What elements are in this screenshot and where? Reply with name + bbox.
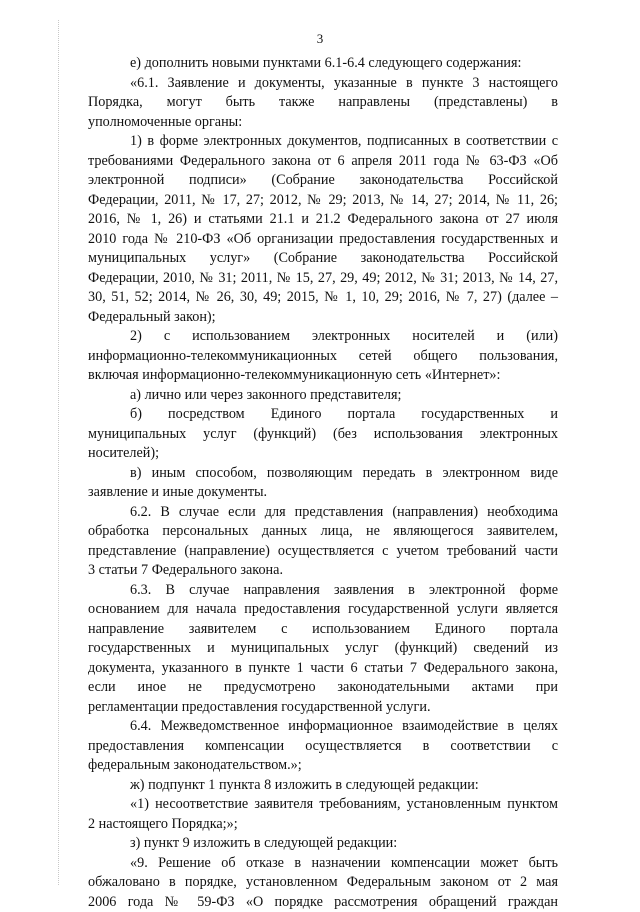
- text-line: ж) подпункт 1 пункта 8 изложить в следующей редакции:: [88, 776, 558, 796]
- text-line: «6.1. Заявление и документы, указанные в пункте 3 настоящего: [88, 74, 558, 94]
- text-line: Федеральный закон);: [88, 308, 558, 328]
- text-line: «9. Решение об отказе в назначении компенсации может быть: [88, 854, 558, 874]
- text-line: регламентации предоставления государственной услуги.: [88, 698, 558, 718]
- text-line: 2006 года № 59-ФЗ «О порядке рассмотрения обращений граждан: [88, 893, 558, 912]
- text-line: 2010 года № 210-ФЗ «Об организации предоставления государственных и: [88, 230, 558, 250]
- text-line: заявление и иные документы.: [88, 483, 558, 503]
- text-line: б) посредством Единого портала государственных и: [88, 405, 558, 425]
- text-line: е) дополнить новыми пунктами 6.1-6.4 следующего содержания:: [88, 54, 558, 74]
- text-line: 3 статьи 7 Федерального закона.: [88, 561, 558, 581]
- text-line: муниципальных услуг» (Собрание законодательства Российской: [88, 249, 558, 269]
- text-line: Федерации, 2010, № 31; 2011, № 15, 27, 29, 49; 2012, № 31; 2013, № 14, 27,: [88, 269, 558, 289]
- text-line: з) пункт 9 изложить в следующей редакции:: [88, 834, 558, 854]
- text-line: носителей);: [88, 444, 558, 464]
- text-line: муниципальных услуг (функций) (без использования электронных: [88, 425, 558, 445]
- text-line: 2016, № 1, 26) и статьями 21.1 и 21.2 Федерального закона от 27 июля: [88, 210, 558, 230]
- text-line: Федерации, 2011, № 17, 27; 2012, № 29; 2013, № 14, 27; 2014, № 11, 26;: [88, 191, 558, 211]
- text-line: включая информационно-телекоммуникационную сеть «Интернет»:: [88, 366, 558, 386]
- page-number: 3: [0, 31, 640, 47]
- text-line: государственных и муниципальных услуг (функций) сведений из: [88, 639, 558, 659]
- text-line: 6.3. В случае направления заявления в электронной форме: [88, 581, 558, 601]
- text-line: 2 настоящего Порядка;»;: [88, 815, 558, 835]
- text-line: 30, 51, 52; 2014, № 26, 30, 49; 2015, № 1, 10, 29; 2016, № 7, 27) (далее –: [88, 288, 558, 308]
- text-line: а) лично или через законного представителя;: [88, 386, 558, 406]
- text-line: 6.2. В случае если для представления (направления) необходима: [88, 503, 558, 523]
- text-line: представление (направление) осуществляется с учетом требований части: [88, 542, 558, 562]
- text-line: в) иным способом, позволяющим передать в электронном виде: [88, 464, 558, 484]
- text-line: федеральным законодательством.»;: [88, 756, 558, 776]
- text-line: обработка персональных данных лица, не являющегося заявителем,: [88, 522, 558, 542]
- text-line: основанием для начала предоставления государственной услуги является: [88, 600, 558, 620]
- text-line: если иное не предусмотрено законодательными актами при: [88, 678, 558, 698]
- text-line: Порядка, могут быть также направлены (представлены) в: [88, 93, 558, 113]
- binding-margin-marks: [58, 20, 60, 885]
- text-line: требованиями Федерального закона от 6 апреля 2011 года № 63-ФЗ «Об: [88, 152, 558, 172]
- text-line: 2) с использованием электронных носителей и (или): [88, 327, 558, 347]
- text-line: предоставления компенсации осуществляется в соответствии с: [88, 737, 558, 757]
- text-line: 1) в форме электронных документов, подписанных в соответствии с: [88, 132, 558, 152]
- text-line: электронной подписи» (Собрание законодательства Российской: [88, 171, 558, 191]
- text-line: 6.4. Межведомственное информационное взаимодействие в целях: [88, 717, 558, 737]
- text-line: информационно-телекоммуникационных сетей общего пользования,: [88, 347, 558, 367]
- text-line: «1) несоответствие заявителя требованиям, установленным пунктом: [88, 795, 558, 815]
- text-line: уполномоченные органы:: [88, 113, 558, 133]
- text-line: документа, указанного в пункте 1 части 6 статьи 7 Федерального закона,: [88, 659, 558, 679]
- document-body: [88, 54, 558, 912]
- text-line: обжаловано в порядке, установленном Федеральным законом от 2 мая: [88, 873, 558, 893]
- text-line: направление заявителем с использованием Единого портала: [88, 620, 558, 640]
